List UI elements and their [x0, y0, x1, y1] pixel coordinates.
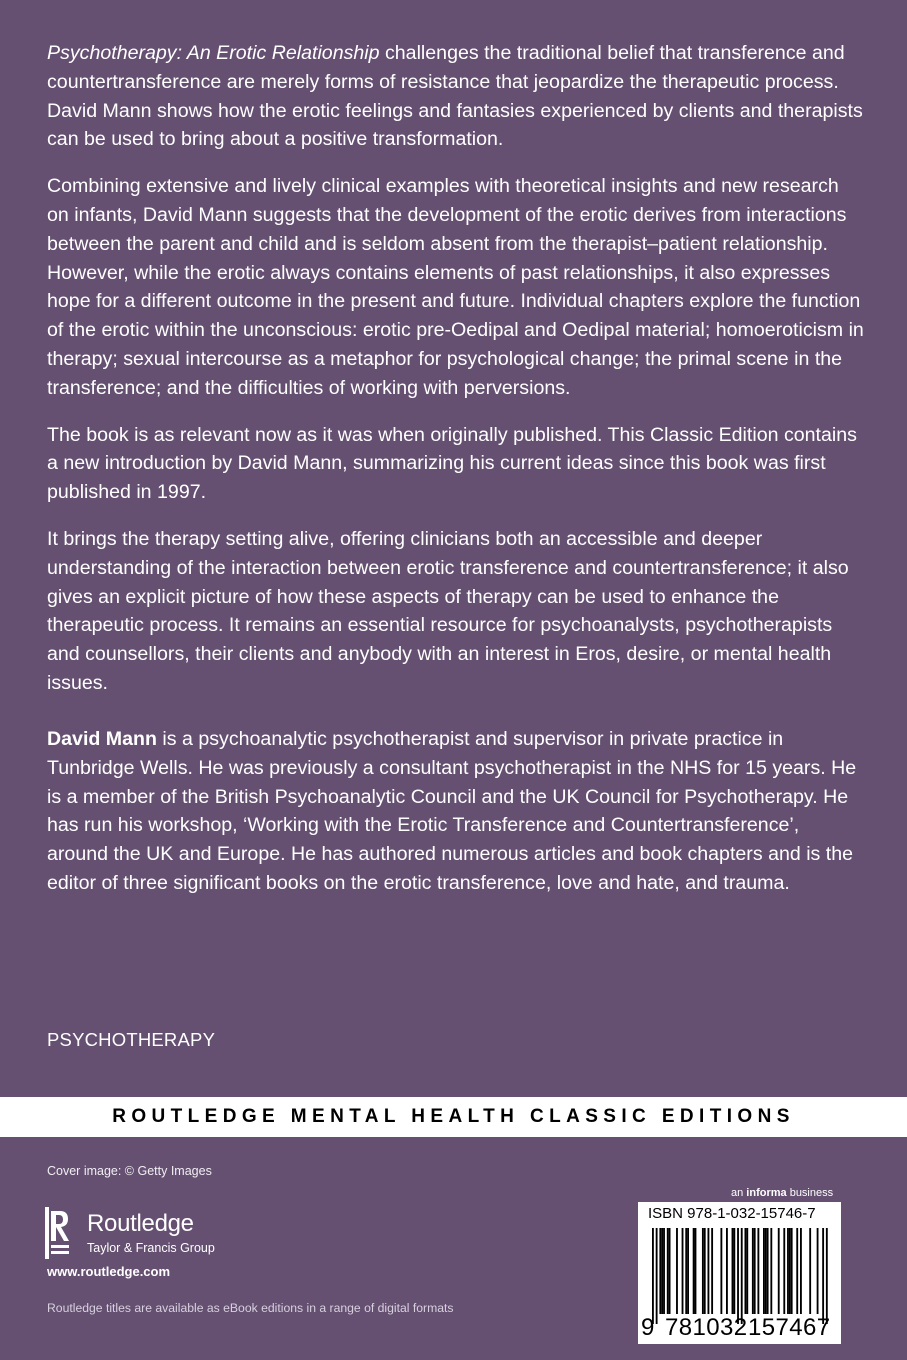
barcode-bar	[663, 1228, 665, 1314]
barcode-digit-group-left: 781032	[665, 1314, 748, 1341]
blurb-text	[47, 39, 865, 716]
barcode-bar	[661, 1228, 663, 1314]
barcode-bar	[752, 1228, 754, 1314]
publisher-group: Taylor & Francis Group	[87, 1241, 215, 1255]
barcode-bar	[757, 1228, 759, 1314]
barcode-bar	[817, 1228, 819, 1314]
author-bio-text: is a psychoanalytic psychotherapist and supervisor in private practice in Tunbridge Wells. He was previously a consultant psychotherapist in the NHS for 15 years. He is a member of the British Psychoanalytic Council and the UK Council for Psychotherapy. He has run his workshop, ‘Working with the Erotic Transference and Countertransference’, around the UK and Europe. He has authored numerous articles and book chapters and is the editor of three significant books on the erotic transference, love and hate, and trauma.	[47, 728, 857, 894]
blurb-paragraph-2: Combining extensive and lively clinical examples with theoretical insights and new research on infants, David Mann suggests that the development of the erotic derives from interactions between the parent and child and is seldom absent from the therapist–patient relationship. However, while the erotic always contains elements of past relationships, it also expresses hope for a different outcome in the present and future. Individual chapters explore the function of the erotic within the unconscious: erotic pre-Oedipal and Oedipal material; homoeroticism in therapy; sexual intercourse as a metaphor for psychological change; the primal scene in the transference; and the difficulties of working with perversions.	[47, 175, 864, 399]
barcode-bar	[796, 1228, 798, 1314]
barcode-bar	[720, 1228, 722, 1314]
author-bio	[47, 725, 865, 898]
series-band	[0, 1097, 907, 1137]
barcode-bar	[652, 1228, 654, 1324]
barcode-bar	[702, 1228, 704, 1314]
barcode-bar	[826, 1228, 828, 1324]
barcode-bar	[659, 1228, 661, 1314]
barcode-bar	[789, 1228, 791, 1314]
author-name: David Mann	[47, 728, 157, 750]
barcode-bar	[669, 1228, 671, 1314]
blurb-paragraph-4: It brings the therapy setting alive, offering clinicians both an accessible and deeper understanding of the interaction between erotic transference and countertransference; it also gives an explicit picture of how these aspects of therapy can be used to enhance the therapeutic process. It remains an essential resource for psychoanalysts, psychotherapists and counsellors, their clients and anybody with an interest in Eros, desire, or mental health issues.	[47, 527, 849, 694]
publisher-website[interactable]: www.routledge.com	[47, 1264, 171, 1279]
barcode-bar	[656, 1228, 658, 1324]
informa-suffix: business	[786, 1187, 834, 1199]
barcode-bar	[783, 1228, 785, 1314]
barcode-bar	[708, 1228, 710, 1314]
barcode-bar	[800, 1228, 802, 1314]
barcode-first-digit: 9	[641, 1314, 655, 1341]
routledge-r-mark-icon	[45, 1207, 71, 1259]
isbn-barcode	[638, 1202, 841, 1344]
barcode-digit-group-right: 157467	[748, 1314, 831, 1341]
barcode-bar	[667, 1228, 669, 1314]
cover-image-credit: Cover image: © Getty Images	[47, 1164, 212, 1178]
barcode-bar	[745, 1228, 747, 1314]
barcode-bar	[741, 1228, 743, 1324]
barcode-bar	[791, 1228, 793, 1314]
barcode-bar	[765, 1228, 767, 1314]
barcode-bar	[778, 1228, 780, 1314]
barcode-bar	[682, 1228, 684, 1314]
subject-category: PSYCHOTHERAPY	[47, 1029, 216, 1050]
barcode-bar	[787, 1228, 789, 1314]
barcode-bar	[726, 1228, 728, 1314]
book-title-italic: Psychotherapy: An Erotic Relationship	[47, 42, 380, 64]
barcode-bar	[711, 1228, 713, 1314]
ebook-note: Routledge titles are available as eBook editions in a range of digital formats	[47, 1301, 454, 1315]
informa-business-mark	[731, 1187, 833, 1199]
informa-brand: informa	[746, 1187, 787, 1199]
barcode-bar	[767, 1228, 769, 1314]
series-title: ROUTLEDGE MENTAL HEALTH CLASSIC EDITIONS	[112, 1106, 795, 1127]
barcode-bar	[676, 1228, 678, 1314]
publisher-name: Routledge	[87, 1210, 194, 1237]
barcode-bar	[704, 1228, 706, 1314]
barcode-bar	[746, 1228, 748, 1314]
blurb-paragraph-3: The book is as relevant now as it was when originally published. This Classic Edition contains a new introduction by David Mann, summarizing his current ideas since this book was first published in 1997.	[47, 423, 857, 504]
barcode-bar	[687, 1228, 689, 1314]
barcode-bar	[737, 1228, 739, 1324]
barcode-bar	[822, 1228, 824, 1324]
barcode-bar	[733, 1228, 735, 1314]
barcode-bar	[754, 1228, 756, 1314]
barcode-bar	[763, 1228, 765, 1314]
blurb-paragraph-1	[47, 39, 865, 154]
barcode-bar	[732, 1228, 734, 1314]
barcode-bar	[770, 1228, 772, 1314]
barcode-bar	[695, 1228, 697, 1314]
barcode-bar	[809, 1228, 811, 1314]
barcode-digits	[638, 1314, 841, 1342]
blurb-paragraph-1-text: challenges the traditional belief that transference and countertransference are merely forms of resistance that jeopardize the therapeutic process. David Mann shows how the erotic feelings and fantasies experienced by clients and therapists can be used to bring about a positive transformation.	[47, 42, 863, 151]
informa-prefix: an	[731, 1187, 747, 1199]
barcode-bar	[685, 1228, 687, 1314]
publisher-logo	[45, 1207, 235, 1259]
isbn-label: ISBN 978-1-032-15746-7	[648, 1205, 816, 1222]
barcode-bar	[693, 1228, 695, 1314]
